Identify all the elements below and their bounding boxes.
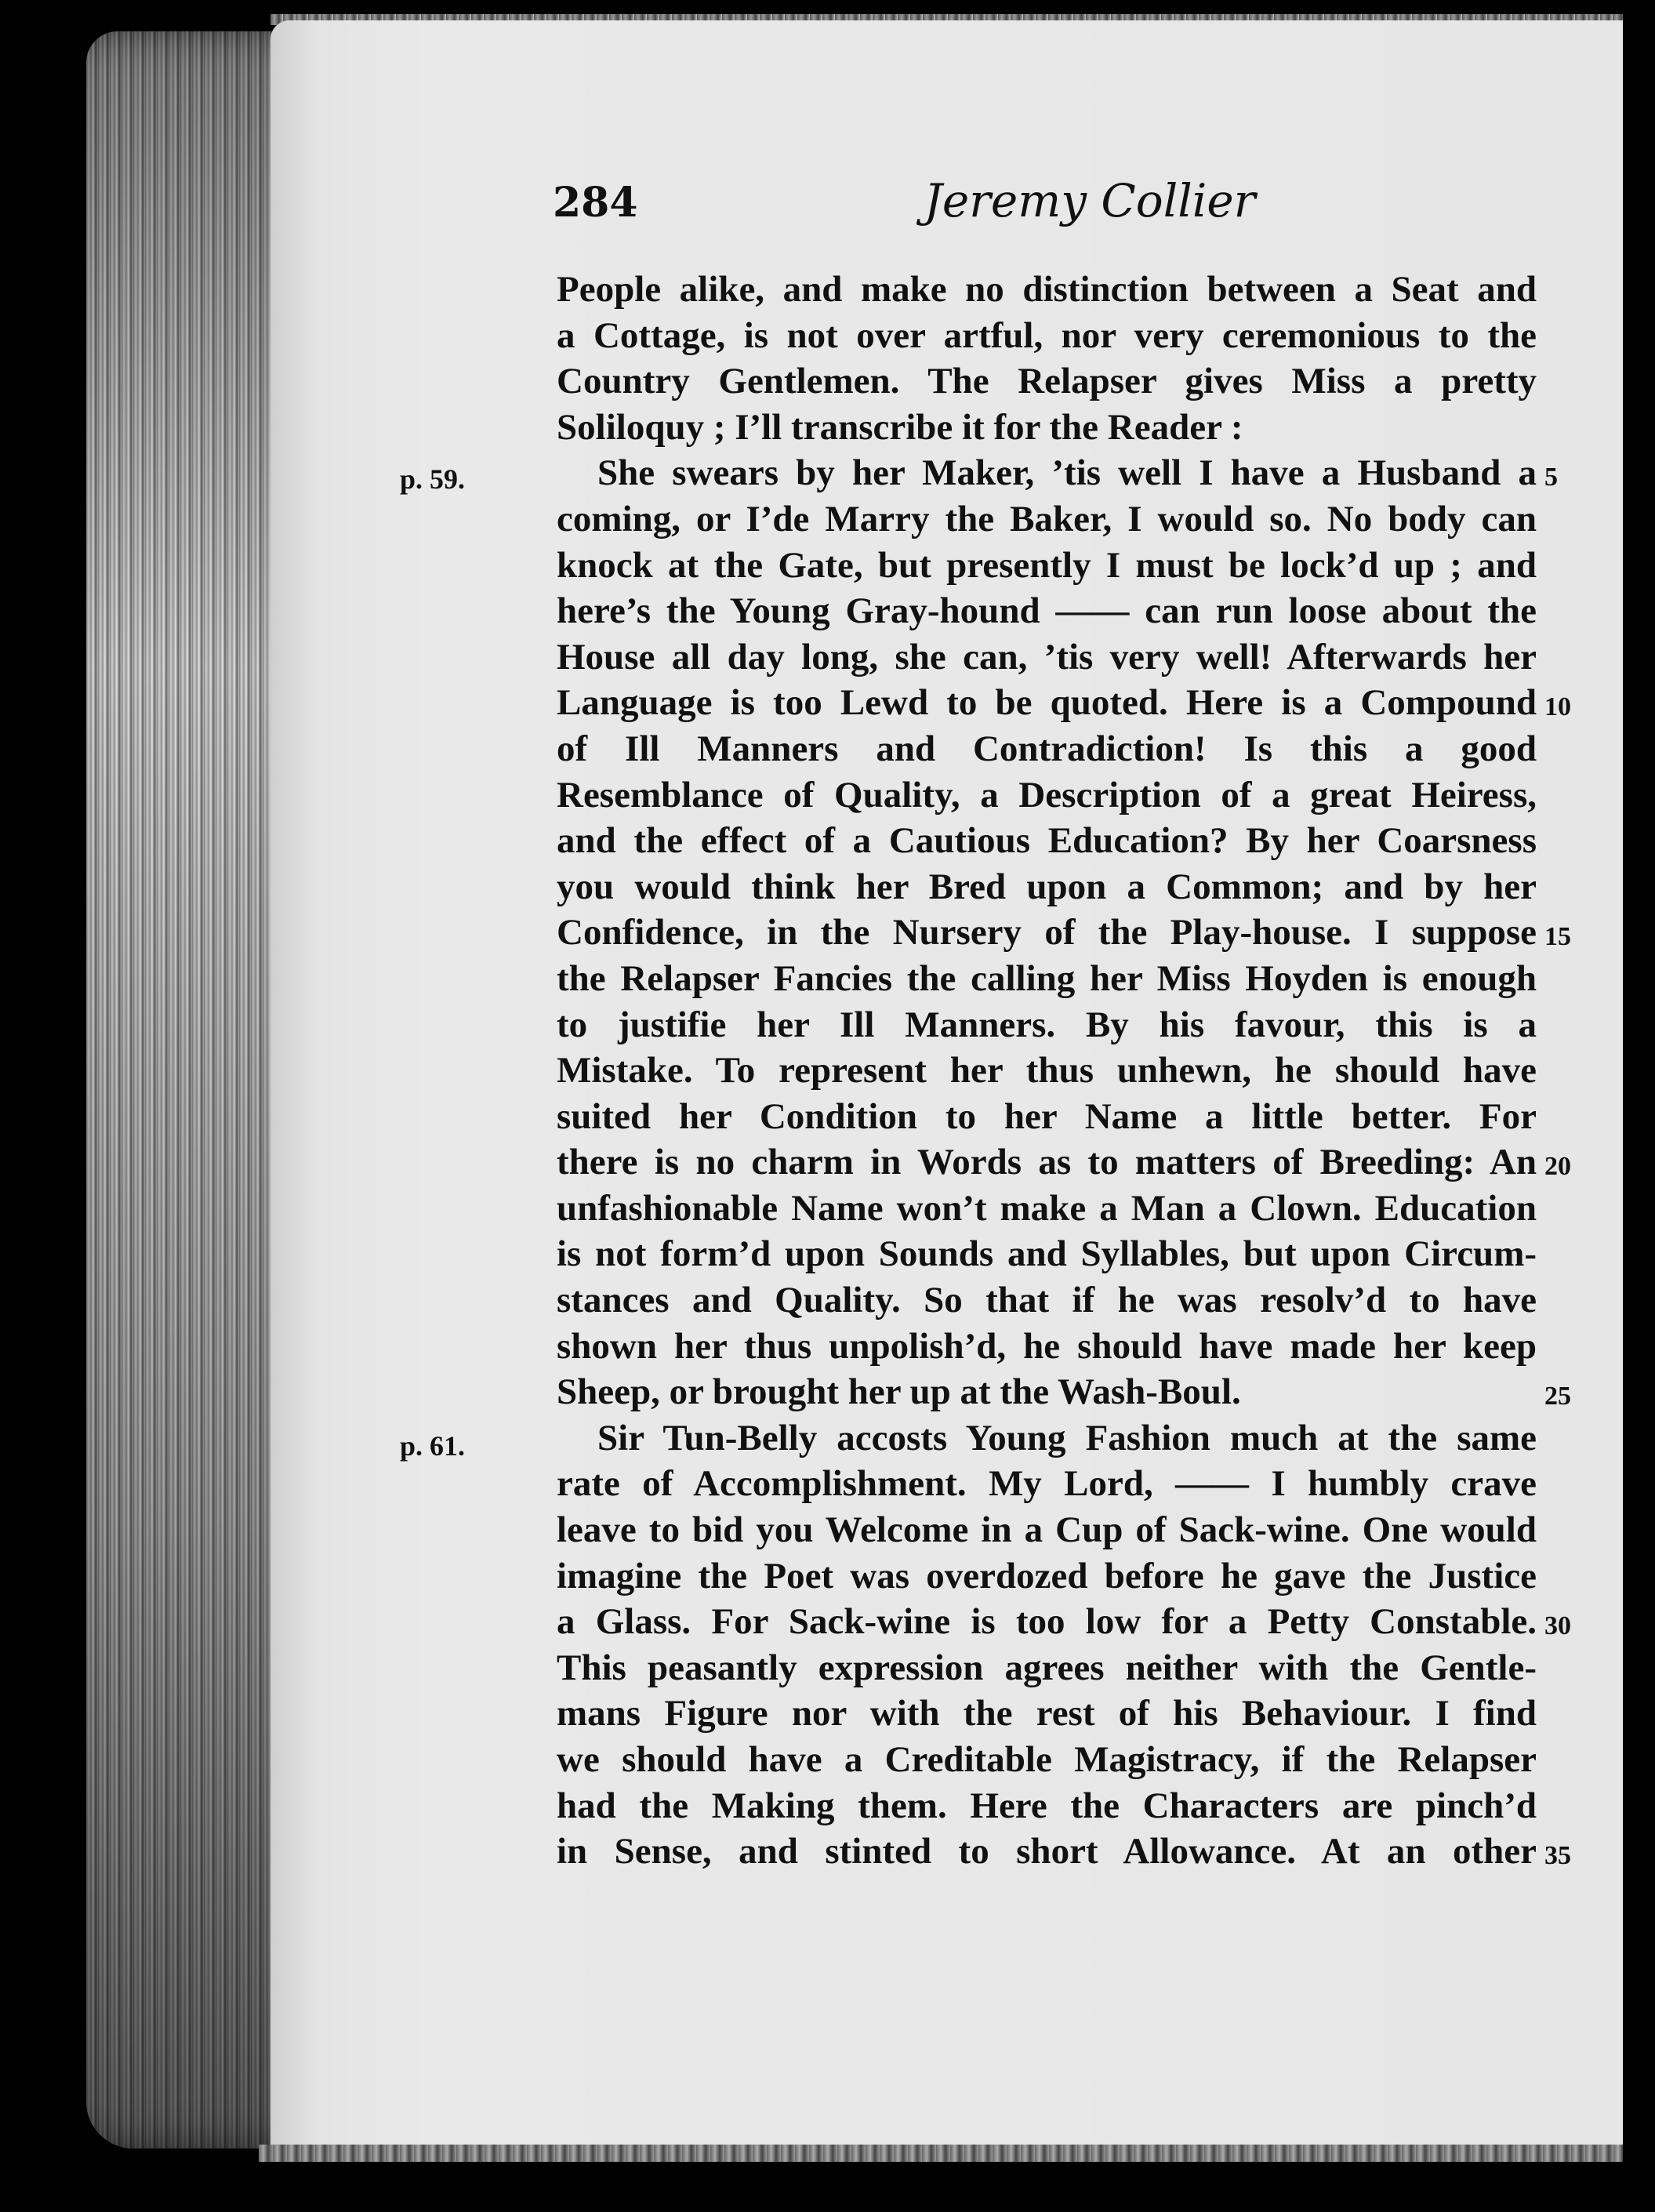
text-line: House all day long, she can, ’tis very well! Afterwards her bbox=[557, 636, 1537, 677]
text-line: here’s the Young Gray-hound —— can run loose about the bbox=[557, 590, 1537, 632]
text-line: unfashionable Name won’t make a Man a Clown. Education bbox=[557, 1187, 1537, 1229]
text-line: Confidence, in the Nursery of the Play-house. I suppose bbox=[557, 912, 1537, 953]
text-line: leave to bid you Welcome in a Cup of Sack-wine. One would bbox=[557, 1509, 1537, 1551]
text-line: imagine the Poet was overdozed before he gave the Justice bbox=[557, 1555, 1537, 1596]
line-number: 10 bbox=[1544, 692, 1571, 721]
text-line: stances and Quality. So that if he was resolv’d to have bbox=[557, 1280, 1537, 1321]
text-line: is not form’d upon Sounds and Syllables, but upon Circum- bbox=[557, 1233, 1537, 1275]
text-line: shown her thus unpolish’d, he should have made her keep bbox=[557, 1325, 1537, 1367]
text-line: of Ill Manners and Contradiction! Is this a good bbox=[557, 728, 1537, 769]
line-number: 15 bbox=[1544, 922, 1571, 951]
text-line: in Sense, and stinted to short Allowance. At an other bbox=[557, 1831, 1537, 1872]
text-line: Resemblance of Quality, a Description of a great Heiress, bbox=[557, 774, 1537, 815]
text-line: rate of Accomplishment. My Lord, —— I humbly crave bbox=[557, 1463, 1537, 1505]
text-line: suited her Condition to her Name a little better. For bbox=[557, 1095, 1537, 1137]
text-line: a Cottage, is not over artful, nor very ceremonious to the bbox=[557, 314, 1537, 356]
page-bottom-edge bbox=[259, 2145, 1623, 2162]
text-line: People alike, and make no distinction between a Seat and bbox=[557, 269, 1537, 310]
text-line: knock at the Gate, but presently I must be lock’d up ; and bbox=[557, 544, 1537, 586]
text-line: coming, or I’de Marry the Baker, I would so. No body can bbox=[557, 498, 1537, 539]
text-line: Sheep, or brought her up at the Wash-Boul. bbox=[557, 1371, 1241, 1413]
text-line: mans Figure nor with the rest of his Behaviour. I find bbox=[557, 1693, 1537, 1734]
text-line: Country Gentlemen. The Relapser gives Miss a pretty bbox=[557, 361, 1537, 402]
text-line: Mistake. To represent her thus unhewn, he should have bbox=[557, 1050, 1537, 1091]
text-line: had the Making them. Here the Characters are pinch’d bbox=[557, 1785, 1537, 1826]
line-number: 25 bbox=[1544, 1382, 1571, 1411]
line-number: 5 bbox=[1544, 463, 1558, 492]
text-line: there is no charm in Words as to matters of Breeding: An bbox=[557, 1142, 1537, 1183]
margin-reference: p. 61. bbox=[400, 1430, 466, 1462]
text-line: and the effect of a Cautious Education? By her Coarsness bbox=[557, 820, 1537, 862]
text-line: This peasantly expression agrees neither with the Gentle- bbox=[557, 1647, 1537, 1688]
text-line: a Glass. For Sack-wine is too low for a Petty Constable. bbox=[557, 1601, 1537, 1643]
page-header bbox=[553, 174, 1533, 237]
text-line: you would think her Bred upon a Common; and by her bbox=[557, 866, 1537, 907]
text-line: to justifie her Ill Manners. By his favour, this is a bbox=[557, 1004, 1537, 1045]
text-line: Soliloquy ; I’ll transcribe it for the Reader : bbox=[557, 406, 1243, 448]
line-number: 20 bbox=[1544, 1152, 1571, 1181]
running-title: Jeremy Collier bbox=[924, 174, 1256, 227]
text-line: the Relapser Fancies the calling her Miss Hoyden is enough bbox=[557, 957, 1537, 999]
line-number: 35 bbox=[1544, 1841, 1571, 1870]
body-text bbox=[557, 267, 1537, 1875]
text-line: Language is too Lewd to be quoted. Here is a Compound bbox=[557, 682, 1537, 724]
text-line: we should have a Creditable Magistracy, if the Relapser bbox=[557, 1739, 1537, 1780]
margin-reference: p. 59. bbox=[400, 463, 466, 495]
text-line: She swears by her Maker, ’tis well I have a Husband a bbox=[597, 452, 1537, 494]
text-line: Sir Tun-Belly accosts Young Fashion much at the same bbox=[597, 1417, 1537, 1458]
line-number: 30 bbox=[1544, 1611, 1571, 1640]
page-number: 284 bbox=[553, 179, 638, 227]
